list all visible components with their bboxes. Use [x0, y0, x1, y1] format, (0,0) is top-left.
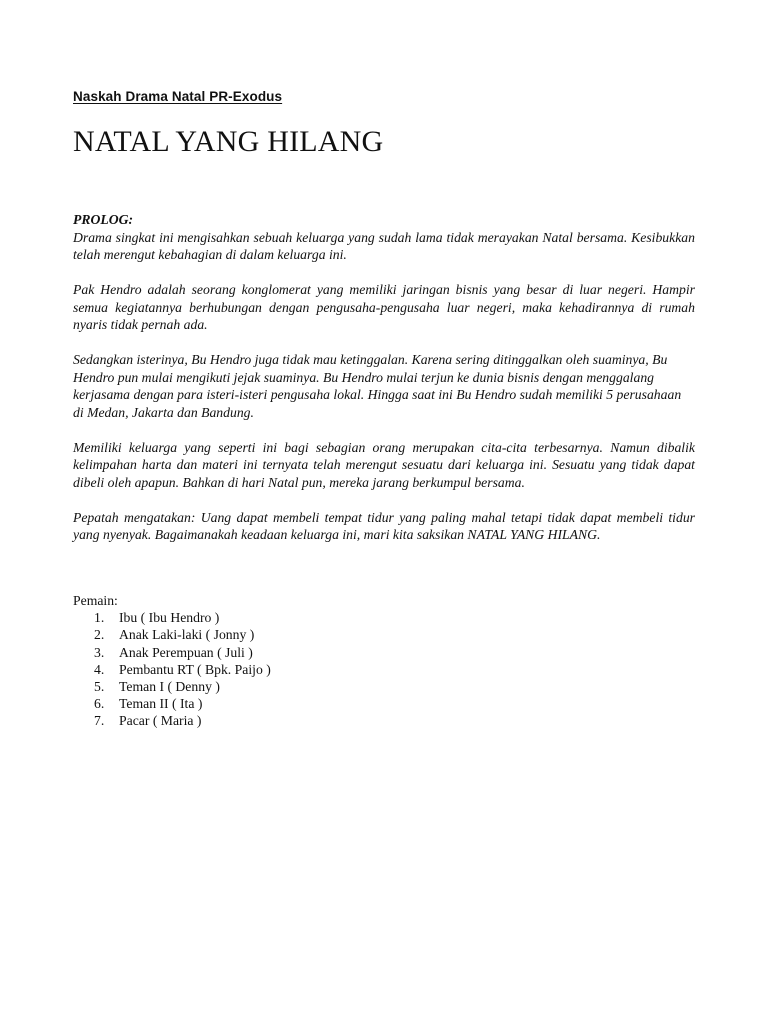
cast-member: Anak Laki-laki ( Jonny )	[119, 627, 255, 643]
prolog-label: PROLOG:	[73, 212, 134, 227]
cast-member: Ibu ( Ibu Hendro )	[119, 610, 220, 626]
prolog-paragraph-3: Sedangkan isterinya, Bu Hendro juga tidak mau ketinggalan. Karena sering ditinggalkan oleh suaminya, Bu Hendro pun mulai mengikuti jejak suaminya. Bu Hendro mulai terjun ke dunia bisnis dengan menggalang kerjasama dengan para isteri-isteri pengusaha lokal. Hingga saat ini Bu Hendro sudah memiliki 5 perusahaan di Medan, Jakarta dan Bandung.	[73, 352, 682, 420]
prolog-paragraph-2: Pak Hendro adalah seorang konglomerat yang memiliki jaringan bisnis yang besar di luar negeri. Hampir semua kegiatannya berhubungan dengan pengusaha-pengusaha luar negeri, maka kehadirannya di rumah nyaris tidak pernah ada.	[73, 282, 695, 332]
list-number: 4.	[94, 661, 105, 677]
prolog-section	[73, 211, 695, 561]
cast-list-item	[73, 644, 271, 661]
list-number: 2.	[94, 627, 105, 643]
cast-list-item	[73, 678, 271, 695]
cast-list-item	[73, 712, 271, 729]
prolog-paragraph-1: Drama singkat ini mengisahkan sebuah keluarga yang sudah lama tidak merayakan Natal bersama. Kesibukkan telah merengut kebahagian di dalam keluarga ini.	[73, 229, 695, 262]
prolog-paragraph-4: Memiliki keluarga yang seperti ini bagi sebagian orang merupakan cita-cita terbesarnya. Namun dibalik kelimpahan harta dan materi ini ternyata telah merengut sesuatu dari keluarga ini. Sesuatu yang tidak dapat dibeli oleh apapun. Bahkan di hari Natal pun, mereka jarang berkumpul bersama.	[73, 439, 695, 490]
cast-list-item	[73, 695, 271, 712]
list-number: 3.	[94, 644, 105, 660]
list-number: 6.	[94, 696, 105, 712]
cast-member: Pacar ( Maria )	[119, 713, 202, 729]
list-number: 1.	[94, 610, 105, 626]
document-title: NATAL YANG HILANG	[73, 125, 384, 158]
cast-list-item	[73, 609, 271, 626]
cast-list	[73, 609, 271, 729]
cast-member: Teman I ( Denny )	[119, 679, 220, 695]
cast-member: Anak Perempuan ( Juli )	[119, 644, 253, 660]
cast-member: Teman II ( Ita )	[119, 696, 203, 712]
list-number: 5.	[94, 679, 105, 695]
cast-member: Pembantu RT ( Bpk. Paijo )	[119, 661, 271, 677]
document-header: Naskah Drama Natal PR-Exodus	[73, 89, 283, 104]
cast-section	[73, 592, 271, 730]
list-number: 7.	[94, 713, 105, 729]
prolog-paragraph-5: Pepatah mengatakan: Uang dapat membeli tempat tidur yang paling mahal tetapi tidak dapat membeli tidur yang nyenyak. Bagaimanakah keadaan keluarga ini, mari kita saksikan NATAL YANG HILANG.	[73, 509, 695, 542]
cast-list-item	[73, 661, 271, 678]
cast-label: Pemain:	[73, 593, 118, 608]
cast-list-item	[73, 626, 271, 643]
